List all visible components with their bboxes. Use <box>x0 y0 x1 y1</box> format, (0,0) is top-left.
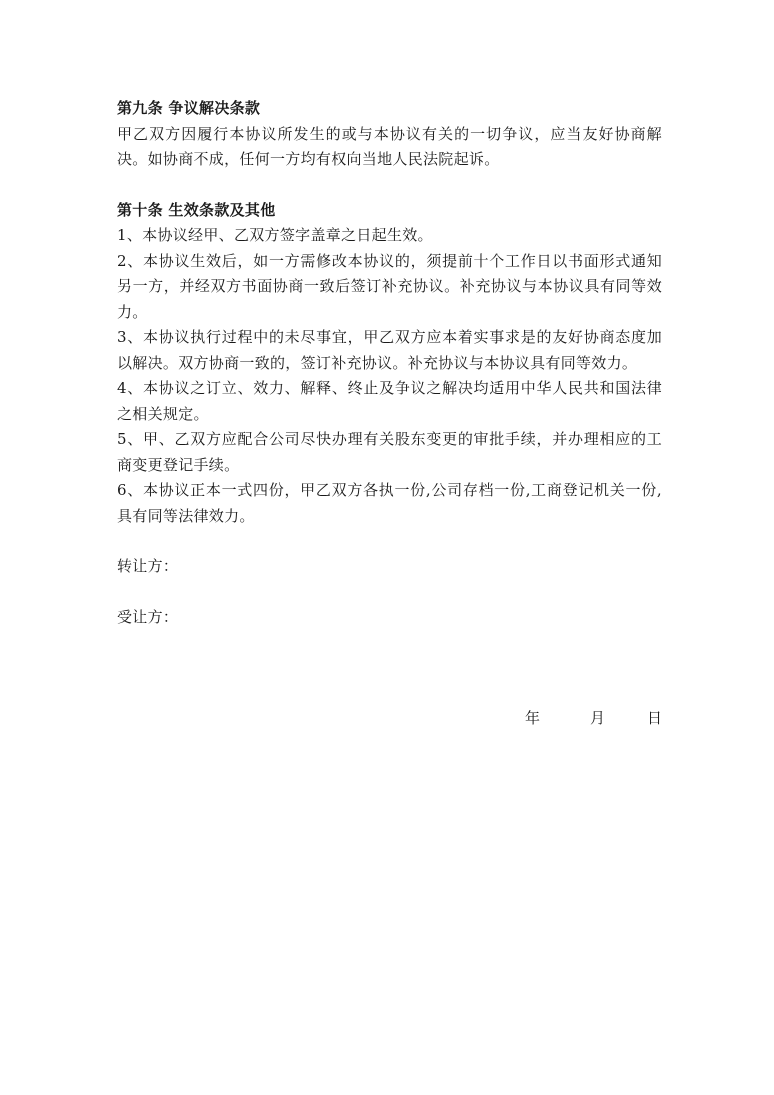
date-year-label: 年 <box>524 709 540 727</box>
document-content <box>117 96 662 630</box>
date-month-label: 月 <box>589 709 605 727</box>
article-10-item-5: 5、甲、乙双方应配合公司尽快办理有关股东变更的审批手续，并办理相应的工商变更登记手续。 <box>117 430 662 474</box>
section-spacer <box>117 173 662 198</box>
date-day-label: 日 <box>646 709 662 727</box>
article-9-heading: 第九条 争议解决条款 <box>117 99 261 117</box>
date-line <box>117 706 662 732</box>
section-spacer <box>117 580 662 605</box>
article-10-item-4: 4、本协议之订立、效力、解释、终止及争议之解决均适用中华人民共和国法律之相关规定。 <box>117 379 662 423</box>
transferor-label: 转让方： <box>117 557 179 575</box>
article-10-item-1: 1、本协议经甲、乙双方签字盖章之日起生效。 <box>117 226 433 244</box>
article-9-section <box>117 96 662 173</box>
section-spacer <box>117 529 662 554</box>
article-9-body: 甲乙双方因履行本协议所发生的或与本协议有关的一切争议，应当友好协商解决。如协商不成，任何一方均有权向当地人民法院起诉。 <box>117 124 662 168</box>
article-10-item-2: 2、本协议生效后，如一方需修改本协议的，须提前十个工作日以书面形式通知另一方，并经双方书面协商一致后签订补充协议。补充协议与本协议具有同等效力。 <box>117 251 662 321</box>
article-10-section <box>117 198 662 530</box>
article-10-heading: 第十条 生效条款及其他 <box>117 200 276 219</box>
article-10-item-6: 6、本协议正本一式四份，甲乙双方各执一份,公司存档一份,工商登记机关一份,具有同等法律效力。 <box>117 481 662 525</box>
article-10-item-3: 3、本协议执行过程中的未尽事宜，甲乙双方应本着实事求是的友好协商态度加以解决。双方协商一致的，签订补充协议。补充协议与本协议具有同等效力。 <box>117 328 662 372</box>
transferee-label: 受让方： <box>117 607 179 626</box>
